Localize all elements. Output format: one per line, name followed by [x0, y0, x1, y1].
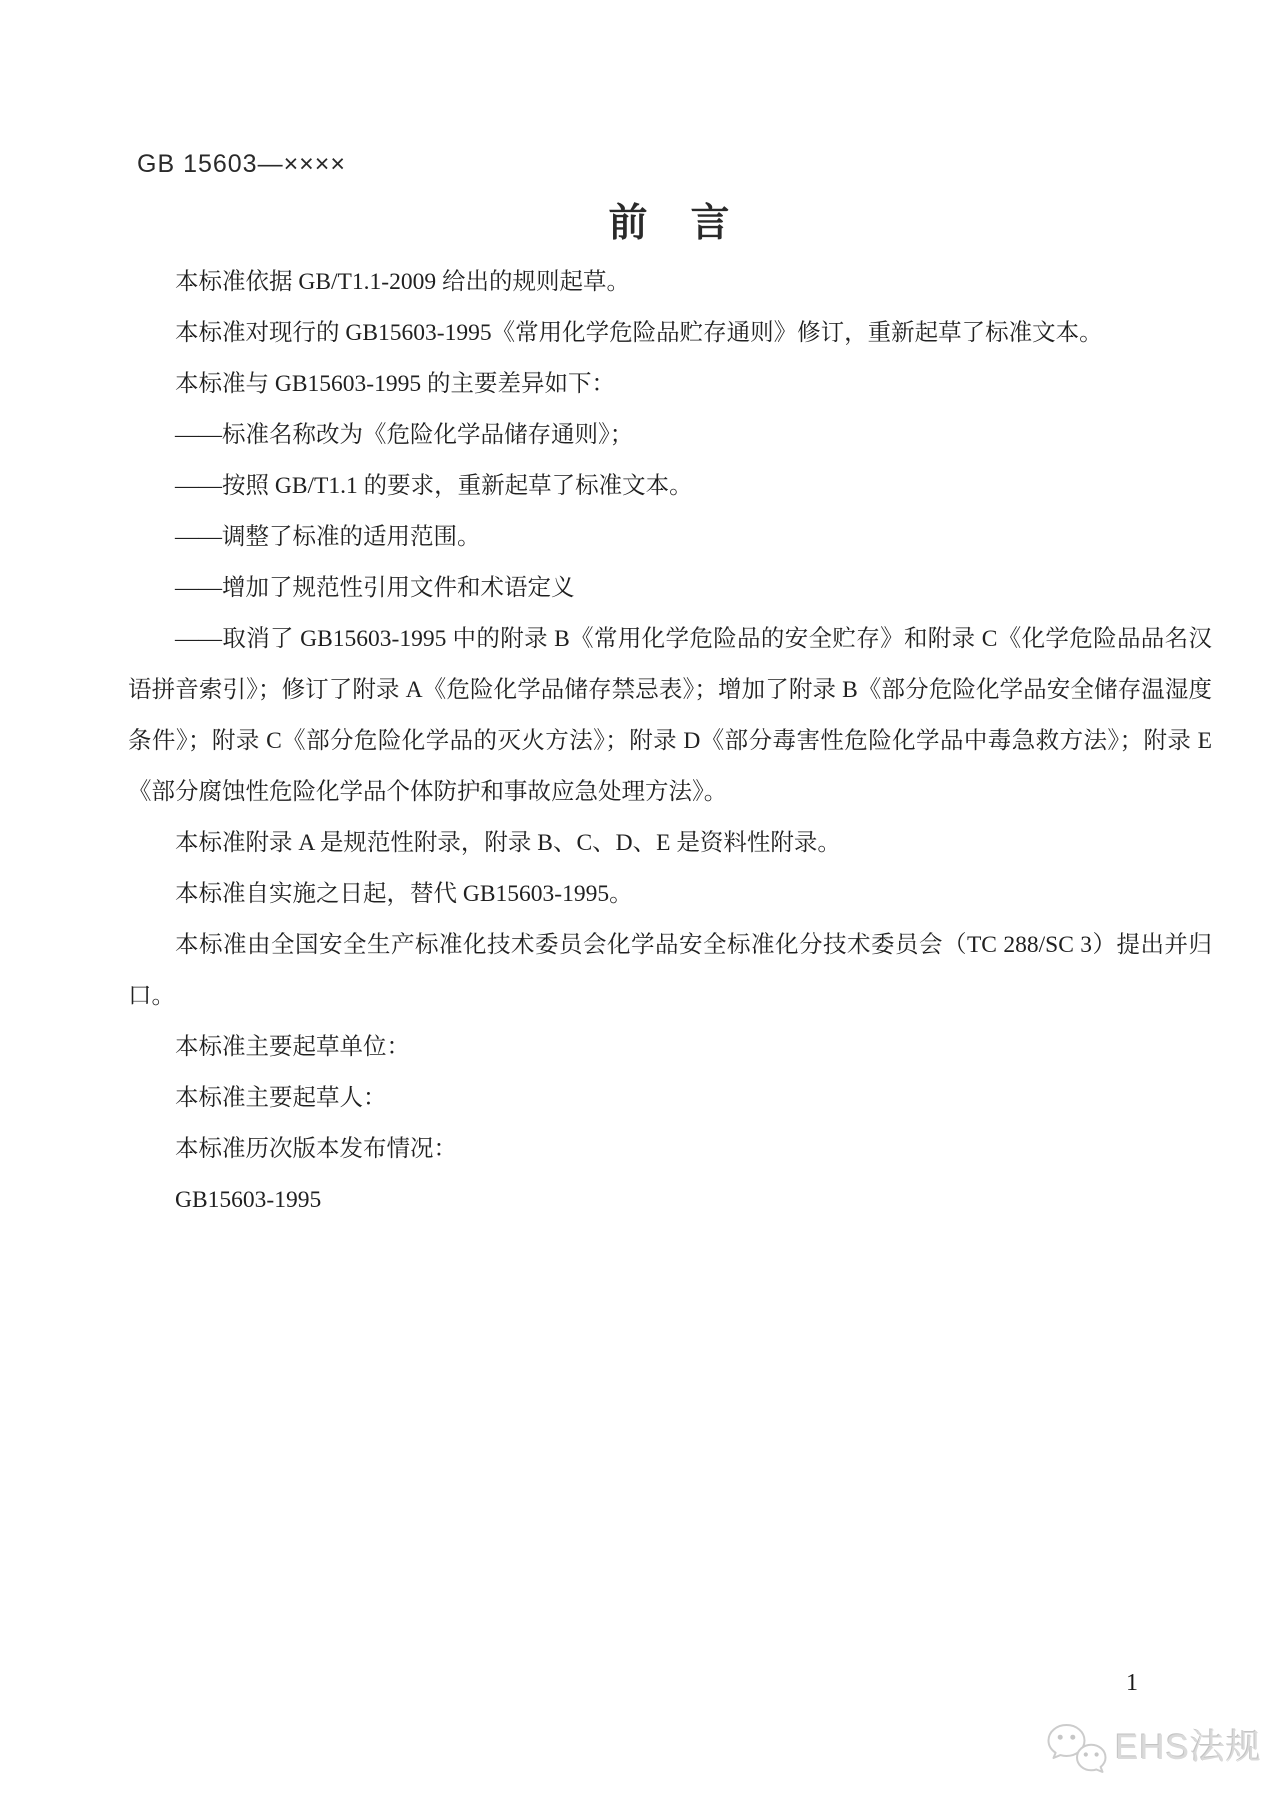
paragraph: 本标准对现行的 GB15603-1995《常用化学危险品贮存通则》修订，重新起草了标准文本。 — [175, 320, 1103, 346]
paragraph: 本标准主要起草人： — [175, 1085, 387, 1111]
wechat-icon — [1046, 1722, 1108, 1774]
paragraph: ——调整了标准的适用范围。 — [175, 524, 481, 550]
paragraph: 本标准自实施之日起，替代 GB15603-1995。 — [175, 881, 633, 907]
paragraph: 本标准与 GB15603-1995 的主要差异如下： — [175, 371, 615, 397]
paragraph: GB15603-1995 — [175, 1187, 322, 1213]
paragraph: 本标准附录 A 是规范性附录，附录 B、C、D、E 是资料性附录。 — [175, 830, 841, 856]
paragraph: 本标准主要起草单位： — [175, 1034, 410, 1060]
paragraph: ——按照 GB/T1.1 的要求，重新起草了标准文本。 — [175, 473, 693, 499]
doc-code: GB 15603—×××× — [137, 150, 346, 178]
page-number: 1 — [1126, 1670, 1138, 1696]
paragraph: 本标准历次版本发布情况： — [175, 1136, 457, 1162]
watermark — [1046, 1722, 1262, 1774]
watermark-label: EHS法规 — [1115, 1728, 1262, 1767]
paragraph: 本标准由全国安全生产标准化技术委员会化学品安全标准化分技术委员会（TC 288/SC 3）提出并归口。 — [128, 932, 1212, 1009]
paragraph: ——增加了规范性引用文件和术语定义 — [175, 575, 575, 601]
paragraph: 本标准依据 GB/T1.1-2009 给出的规则起草。 — [175, 269, 630, 295]
document-body — [128, 257, 1212, 1226]
paragraph: ——标准名称改为《危险化学品储存通则》； — [175, 422, 634, 448]
paragraph: ——取消了 GB15603-1995 中的附录 B《常用化学危险品的安全贮存》和附录 C《化学危险品品名汉语拼音索引》；修订了附录 A《危险化学品储存禁忌表》；增加了附录 B《部分危险化学品安全储存温湿度条件》；附录 C《部分危险化学品的灭火方法》；附录 D《部分毒害性危险化学品中毒急救方法》；附录 E《部分腐蚀性危险化学品个体防护和事故应急处理方法》。 — [128, 626, 1212, 805]
page-title: 前 言 — [608, 202, 732, 245]
